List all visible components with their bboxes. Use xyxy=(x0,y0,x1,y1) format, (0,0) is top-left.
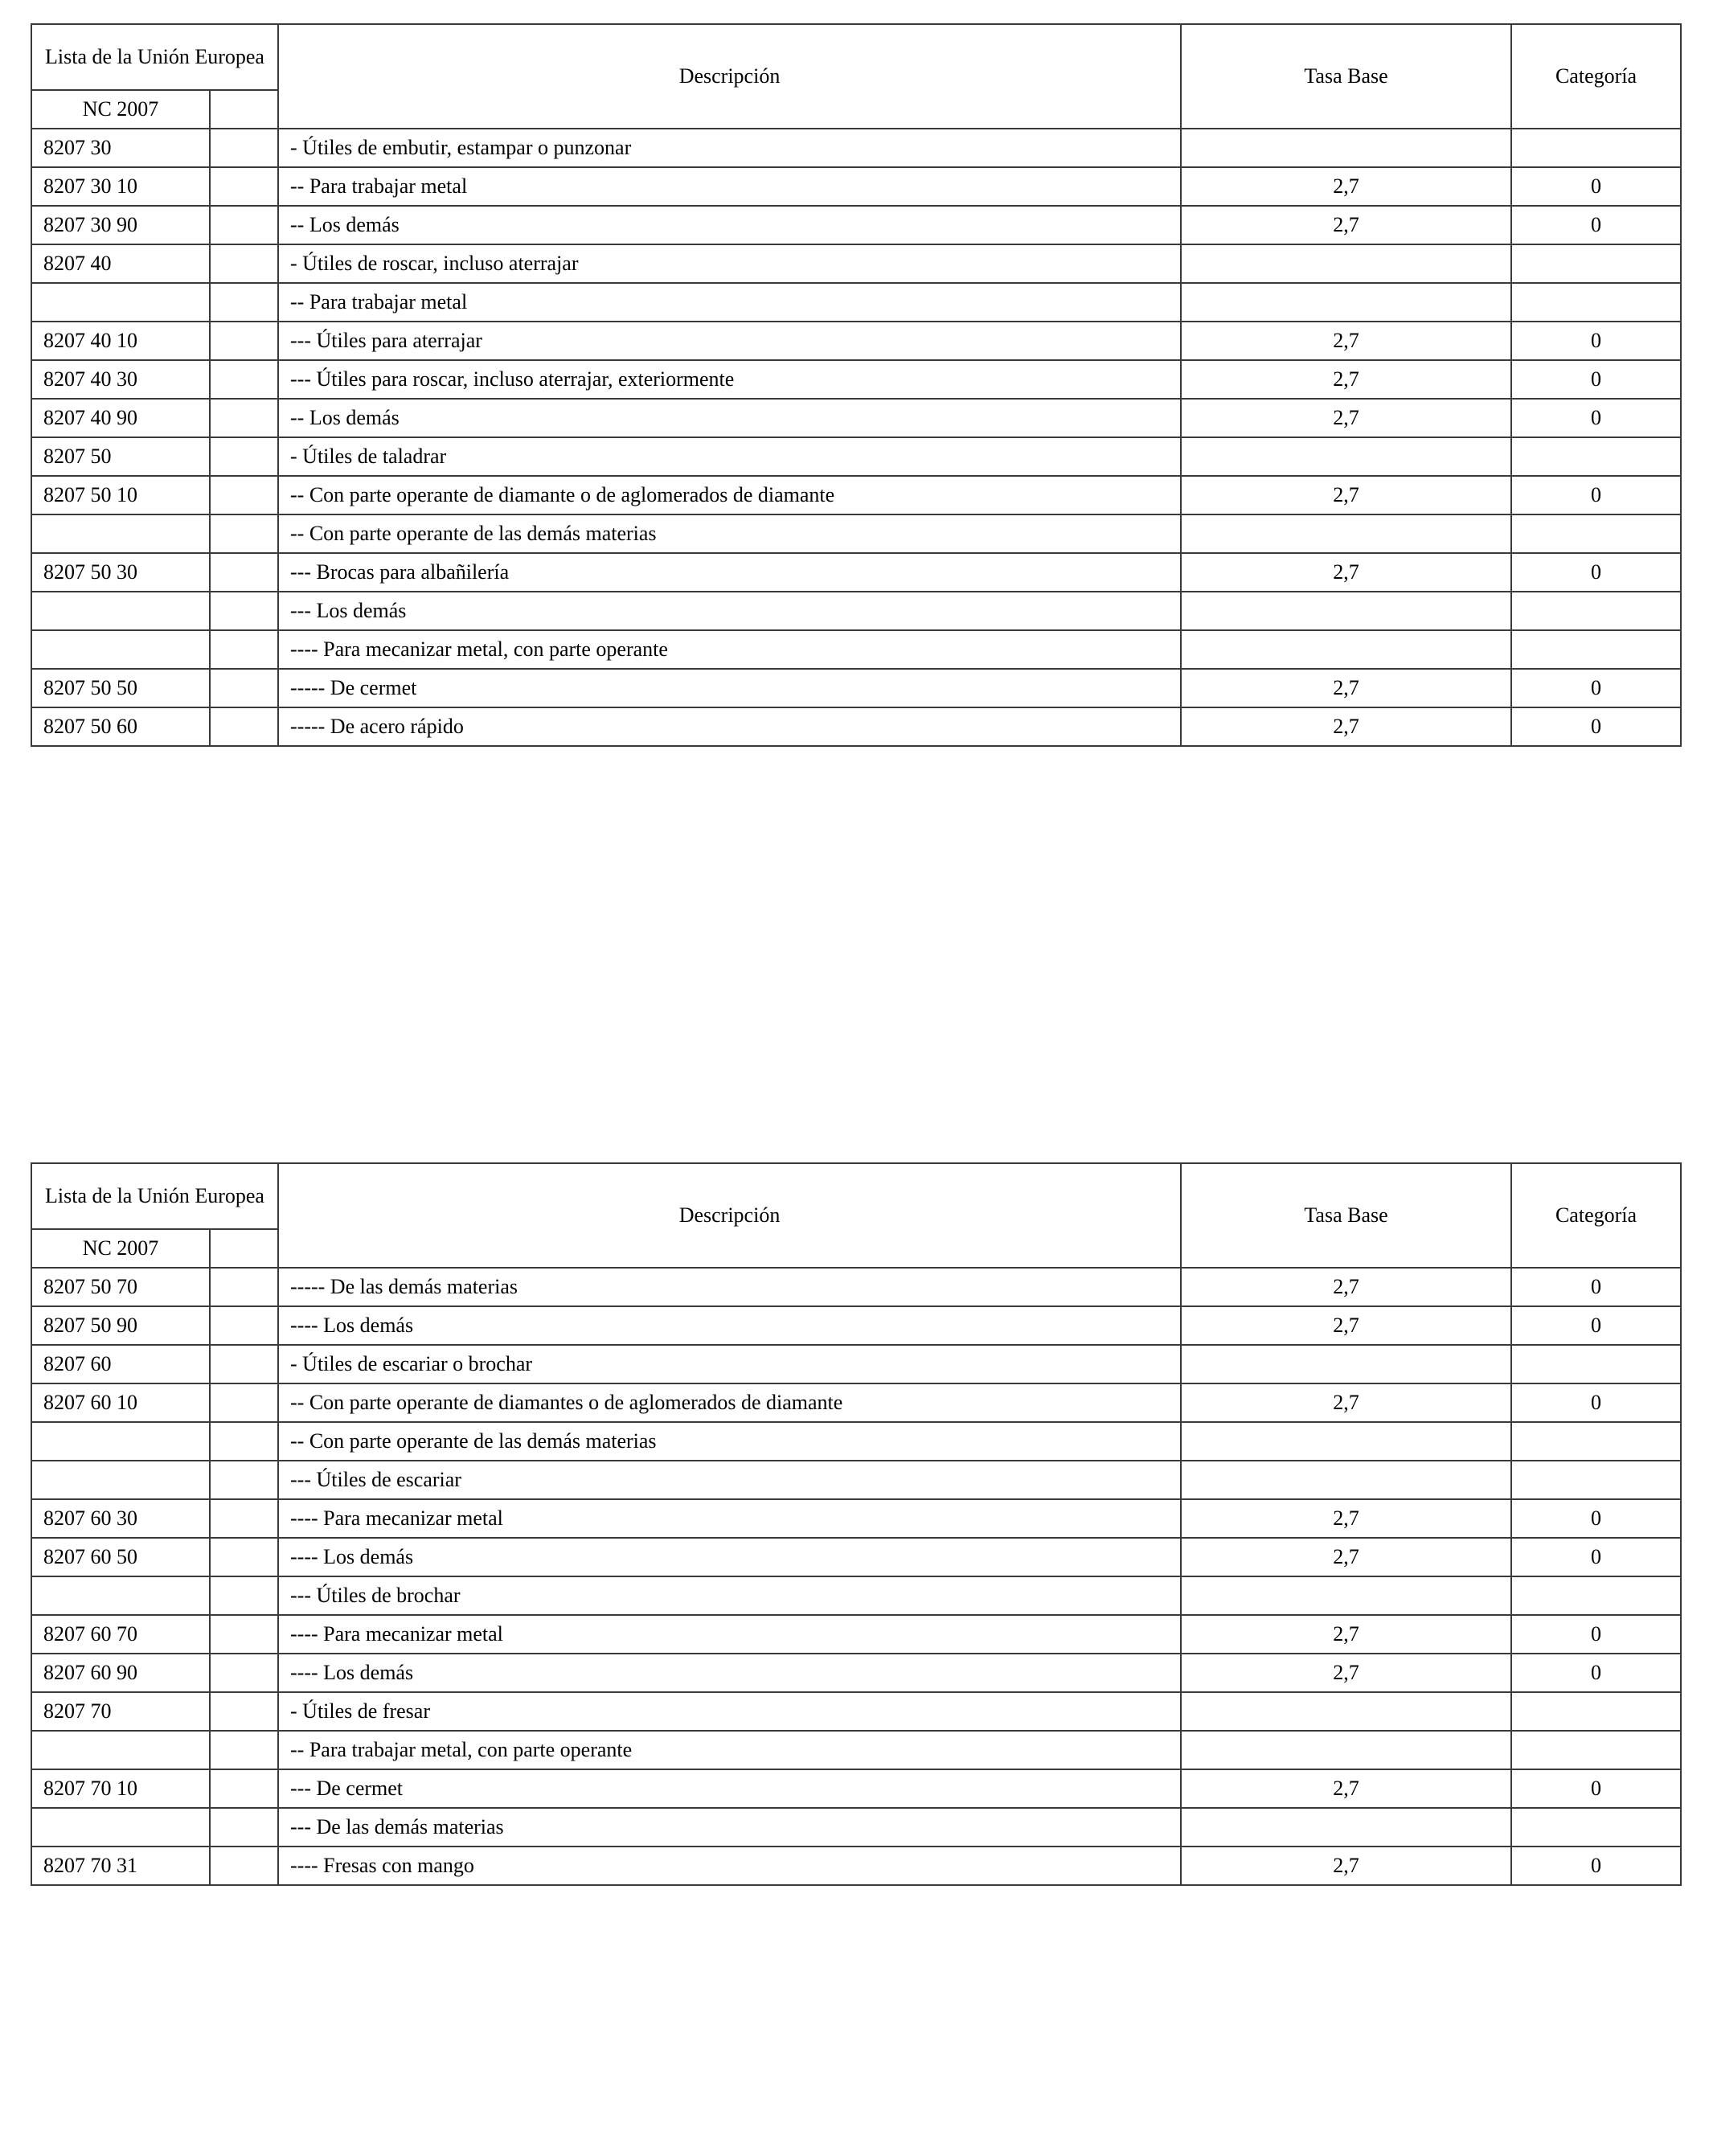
description-cell: --- Brocas para albañilería xyxy=(278,553,1181,592)
description-cell: ---- Para mecanizar metal, con parte operante xyxy=(278,630,1181,669)
blank-cell xyxy=(210,592,278,630)
category-cell: 0 xyxy=(1511,1383,1681,1422)
empty-header-cell xyxy=(210,1229,278,1268)
category-header: Categoría xyxy=(1511,1163,1681,1268)
base-rate-cell xyxy=(1181,437,1511,476)
category-cell: 0 xyxy=(1511,553,1681,592)
table-row xyxy=(31,244,1681,283)
base-rate-cell xyxy=(1181,1576,1511,1615)
tariff-code: 8207 60 30 xyxy=(31,1499,210,1538)
description-cell: --- Los demás xyxy=(278,592,1181,630)
category-cell xyxy=(1511,630,1681,669)
tariff-code xyxy=(31,1808,210,1847)
category-cell: 0 xyxy=(1511,167,1681,206)
description-cell: -- Con parte operante de las demás materias xyxy=(278,1422,1181,1461)
base-rate-cell: 2,7 xyxy=(1181,399,1511,437)
table-row xyxy=(31,630,1681,669)
table-row xyxy=(31,129,1681,167)
header-row xyxy=(31,1163,1681,1229)
category-cell: 0 xyxy=(1511,1538,1681,1576)
blank-cell xyxy=(210,1499,278,1538)
table-row xyxy=(31,592,1681,630)
description-cell: - Útiles de fresar xyxy=(278,1692,1181,1731)
blank-cell xyxy=(210,283,278,322)
description-cell: ----- De cermet xyxy=(278,669,1181,707)
tariff-code xyxy=(31,283,210,322)
union-list-header: Lista de la Unión Europea xyxy=(31,1163,278,1229)
tariff-code xyxy=(31,630,210,669)
table-row xyxy=(31,167,1681,206)
base-rate-header: Tasa Base xyxy=(1181,24,1511,129)
tariff-code: 8207 50 60 xyxy=(31,707,210,746)
base-rate-cell xyxy=(1181,1692,1511,1731)
tariff-code: 8207 40 10 xyxy=(31,322,210,360)
blank-cell xyxy=(210,1808,278,1847)
category-cell xyxy=(1511,1692,1681,1731)
tariff-table-2 xyxy=(31,1162,1682,1886)
category-cell: 0 xyxy=(1511,669,1681,707)
table-row xyxy=(31,322,1681,360)
nc-2007-header: NC 2007 xyxy=(31,1229,210,1268)
tariff-code: 8207 50 10 xyxy=(31,476,210,514)
blank-cell xyxy=(210,1615,278,1654)
tariff-code: 8207 30 10 xyxy=(31,167,210,206)
description-cell: ---- Para mecanizar metal xyxy=(278,1615,1181,1654)
category-cell: 0 xyxy=(1511,360,1681,399)
description-cell: --- Útiles de escariar xyxy=(278,1461,1181,1499)
blank-cell xyxy=(210,669,278,707)
category-cell: 0 xyxy=(1511,322,1681,360)
nc-2007-header: NC 2007 xyxy=(31,90,210,129)
tariff-code: 8207 50 90 xyxy=(31,1306,210,1345)
table-row xyxy=(31,1306,1681,1345)
base-rate-cell: 2,7 xyxy=(1181,1615,1511,1654)
blank-cell xyxy=(210,1538,278,1576)
category-cell xyxy=(1511,1808,1681,1847)
blank-cell xyxy=(210,1654,278,1692)
base-rate-cell xyxy=(1181,283,1511,322)
blank-cell xyxy=(210,437,278,476)
table-1-body xyxy=(31,24,1681,746)
tariff-code: 8207 70 10 xyxy=(31,1769,210,1808)
description-cell: -- Para trabajar metal xyxy=(278,167,1181,206)
tariff-code: 8207 50 30 xyxy=(31,553,210,592)
category-cell: 0 xyxy=(1511,1769,1681,1808)
tariff-code: 8207 40 90 xyxy=(31,399,210,437)
description-cell: --- Útiles para aterrajar xyxy=(278,322,1181,360)
blank-cell xyxy=(210,1422,278,1461)
base-rate-cell xyxy=(1181,1731,1511,1769)
tariff-code xyxy=(31,1461,210,1499)
table-row xyxy=(31,1847,1681,1885)
description-cell: -- Con parte operante de diamantes o de aglomerados de diamante xyxy=(278,1383,1181,1422)
category-cell: 0 xyxy=(1511,1268,1681,1306)
tariff-code xyxy=(31,1422,210,1461)
category-cell: 0 xyxy=(1511,206,1681,244)
table-row xyxy=(31,1615,1681,1654)
table-row xyxy=(31,476,1681,514)
tariff-code: 8207 50 xyxy=(31,437,210,476)
table-row xyxy=(31,1499,1681,1538)
table-row xyxy=(31,1268,1681,1306)
tariff-code: 8207 30 90 xyxy=(31,206,210,244)
category-cell xyxy=(1511,129,1681,167)
blank-cell xyxy=(210,1345,278,1383)
description-cell: --- De cermet xyxy=(278,1769,1181,1808)
description-cell: --- Útiles para roscar, incluso aterrajar, exteriormente xyxy=(278,360,1181,399)
base-rate-header: Tasa Base xyxy=(1181,1163,1511,1268)
description-cell: -- Para trabajar metal xyxy=(278,283,1181,322)
blank-cell xyxy=(210,1847,278,1885)
tariff-code xyxy=(31,514,210,553)
base-rate-cell: 2,7 xyxy=(1181,167,1511,206)
base-rate-cell: 2,7 xyxy=(1181,1306,1511,1345)
blank-cell xyxy=(210,1731,278,1769)
table-row xyxy=(31,437,1681,476)
description-cell: ---- Para mecanizar metal xyxy=(278,1499,1181,1538)
blank-cell xyxy=(210,476,278,514)
category-cell xyxy=(1511,1461,1681,1499)
description-cell: -- Con parte operante de diamante o de aglomerados de diamante xyxy=(278,476,1181,514)
tariff-code: 8207 60 90 xyxy=(31,1654,210,1692)
category-cell xyxy=(1511,1576,1681,1615)
tariff-code xyxy=(31,1576,210,1615)
category-cell: 0 xyxy=(1511,476,1681,514)
description-cell: --- Útiles de brochar xyxy=(278,1576,1181,1615)
tariff-code: 8207 30 xyxy=(31,129,210,167)
table-row xyxy=(31,1808,1681,1847)
table-row xyxy=(31,1731,1681,1769)
description-cell: -- Para trabajar metal, con parte operante xyxy=(278,1731,1181,1769)
category-cell xyxy=(1511,1345,1681,1383)
table-row xyxy=(31,1538,1681,1576)
table-row xyxy=(31,514,1681,553)
category-cell xyxy=(1511,244,1681,283)
base-rate-cell: 2,7 xyxy=(1181,1654,1511,1692)
tariff-code xyxy=(31,1731,210,1769)
description-cell: -- Con parte operante de las demás materias xyxy=(278,514,1181,553)
tariff-code: 8207 50 70 xyxy=(31,1268,210,1306)
table-row xyxy=(31,1422,1681,1461)
category-cell: 0 xyxy=(1511,399,1681,437)
base-rate-cell xyxy=(1181,592,1511,630)
description-cell: - Útiles de roscar, incluso aterrajar xyxy=(278,244,1181,283)
description-cell: ---- Fresas con mango xyxy=(278,1847,1181,1885)
blank-cell xyxy=(210,1576,278,1615)
base-rate-cell: 2,7 xyxy=(1181,206,1511,244)
base-rate-cell: 2,7 xyxy=(1181,1769,1511,1808)
blank-cell xyxy=(210,630,278,669)
blank-cell xyxy=(210,360,278,399)
description-header: Descripción xyxy=(278,24,1181,129)
base-rate-cell: 2,7 xyxy=(1181,553,1511,592)
blank-cell xyxy=(210,1383,278,1422)
base-rate-cell: 2,7 xyxy=(1181,360,1511,399)
description-cell: - Útiles de embutir, estampar o punzonar xyxy=(278,129,1181,167)
blank-cell xyxy=(210,553,278,592)
tariff-code: 8207 60 xyxy=(31,1345,210,1383)
category-cell: 0 xyxy=(1511,707,1681,746)
table-row xyxy=(31,206,1681,244)
blank-cell xyxy=(210,244,278,283)
category-cell: 0 xyxy=(1511,1654,1681,1692)
tariff-code: 8207 70 31 xyxy=(31,1847,210,1885)
description-cell: ----- De acero rápido xyxy=(278,707,1181,746)
description-cell: ---- Los demás xyxy=(278,1538,1181,1576)
description-cell: --- De las demás materias xyxy=(278,1808,1181,1847)
header-row xyxy=(31,24,1681,90)
category-cell xyxy=(1511,1731,1681,1769)
description-cell: -- Los demás xyxy=(278,399,1181,437)
blank-cell xyxy=(210,167,278,206)
description-cell: -- Los demás xyxy=(278,206,1181,244)
category-cell xyxy=(1511,437,1681,476)
base-rate-cell xyxy=(1181,1461,1511,1499)
table-row xyxy=(31,669,1681,707)
base-rate-cell: 2,7 xyxy=(1181,1268,1511,1306)
tariff-table-1 xyxy=(31,23,1682,747)
category-cell xyxy=(1511,1422,1681,1461)
base-rate-cell: 2,7 xyxy=(1181,1847,1511,1885)
base-rate-cell: 2,7 xyxy=(1181,1383,1511,1422)
base-rate-cell xyxy=(1181,129,1511,167)
table-row xyxy=(31,1461,1681,1499)
blank-cell xyxy=(210,514,278,553)
table-row xyxy=(31,1654,1681,1692)
table-row xyxy=(31,1692,1681,1731)
table-row xyxy=(31,360,1681,399)
base-rate-cell xyxy=(1181,1422,1511,1461)
category-cell: 0 xyxy=(1511,1615,1681,1654)
table-row xyxy=(31,553,1681,592)
tariff-code: 8207 40 xyxy=(31,244,210,283)
union-list-header: Lista de la Unión Europea xyxy=(31,24,278,90)
base-rate-cell xyxy=(1181,630,1511,669)
category-cell xyxy=(1511,283,1681,322)
category-cell xyxy=(1511,592,1681,630)
base-rate-cell xyxy=(1181,514,1511,553)
base-rate-cell: 2,7 xyxy=(1181,476,1511,514)
base-rate-cell: 2,7 xyxy=(1181,1538,1511,1576)
description-cell: - Útiles de escariar o brochar xyxy=(278,1345,1181,1383)
base-rate-cell xyxy=(1181,1808,1511,1847)
base-rate-cell: 2,7 xyxy=(1181,1499,1511,1538)
blank-cell xyxy=(210,1306,278,1345)
blank-cell xyxy=(210,206,278,244)
description-header: Descripción xyxy=(278,1163,1181,1268)
blank-cell xyxy=(210,322,278,360)
blank-cell xyxy=(210,1268,278,1306)
table-2-body xyxy=(31,1163,1681,1885)
blank-cell xyxy=(210,1461,278,1499)
tariff-code: 8207 50 50 xyxy=(31,669,210,707)
empty-header-cell xyxy=(210,90,278,129)
blank-cell xyxy=(210,129,278,167)
table-row xyxy=(31,399,1681,437)
table-row xyxy=(31,283,1681,322)
blank-cell xyxy=(210,707,278,746)
tariff-code: 8207 60 10 xyxy=(31,1383,210,1422)
base-rate-cell: 2,7 xyxy=(1181,669,1511,707)
tariff-code: 8207 60 70 xyxy=(31,1615,210,1654)
category-cell: 0 xyxy=(1511,1499,1681,1538)
category-cell: 0 xyxy=(1511,1847,1681,1885)
category-cell: 0 xyxy=(1511,1306,1681,1345)
tariff-code: 8207 40 30 xyxy=(31,360,210,399)
table-row xyxy=(31,707,1681,746)
table-row xyxy=(31,1383,1681,1422)
base-rate-cell: 2,7 xyxy=(1181,322,1511,360)
blank-cell xyxy=(210,1692,278,1731)
base-rate-cell: 2,7 xyxy=(1181,707,1511,746)
category-cell xyxy=(1511,514,1681,553)
blank-cell xyxy=(210,1769,278,1808)
description-cell: - Útiles de taladrar xyxy=(278,437,1181,476)
table-row xyxy=(31,1769,1681,1808)
tariff-code: 8207 70 xyxy=(31,1692,210,1731)
blank-cell xyxy=(210,399,278,437)
base-rate-cell xyxy=(1181,244,1511,283)
description-cell: ---- Los demás xyxy=(278,1654,1181,1692)
description-cell: ----- De las demás materias xyxy=(278,1268,1181,1306)
tariff-code: 8207 60 50 xyxy=(31,1538,210,1576)
description-cell: ---- Los demás xyxy=(278,1306,1181,1345)
table-row xyxy=(31,1345,1681,1383)
base-rate-cell xyxy=(1181,1345,1511,1383)
tariff-code xyxy=(31,592,210,630)
category-header: Categoría xyxy=(1511,24,1681,129)
table-row xyxy=(31,1576,1681,1615)
